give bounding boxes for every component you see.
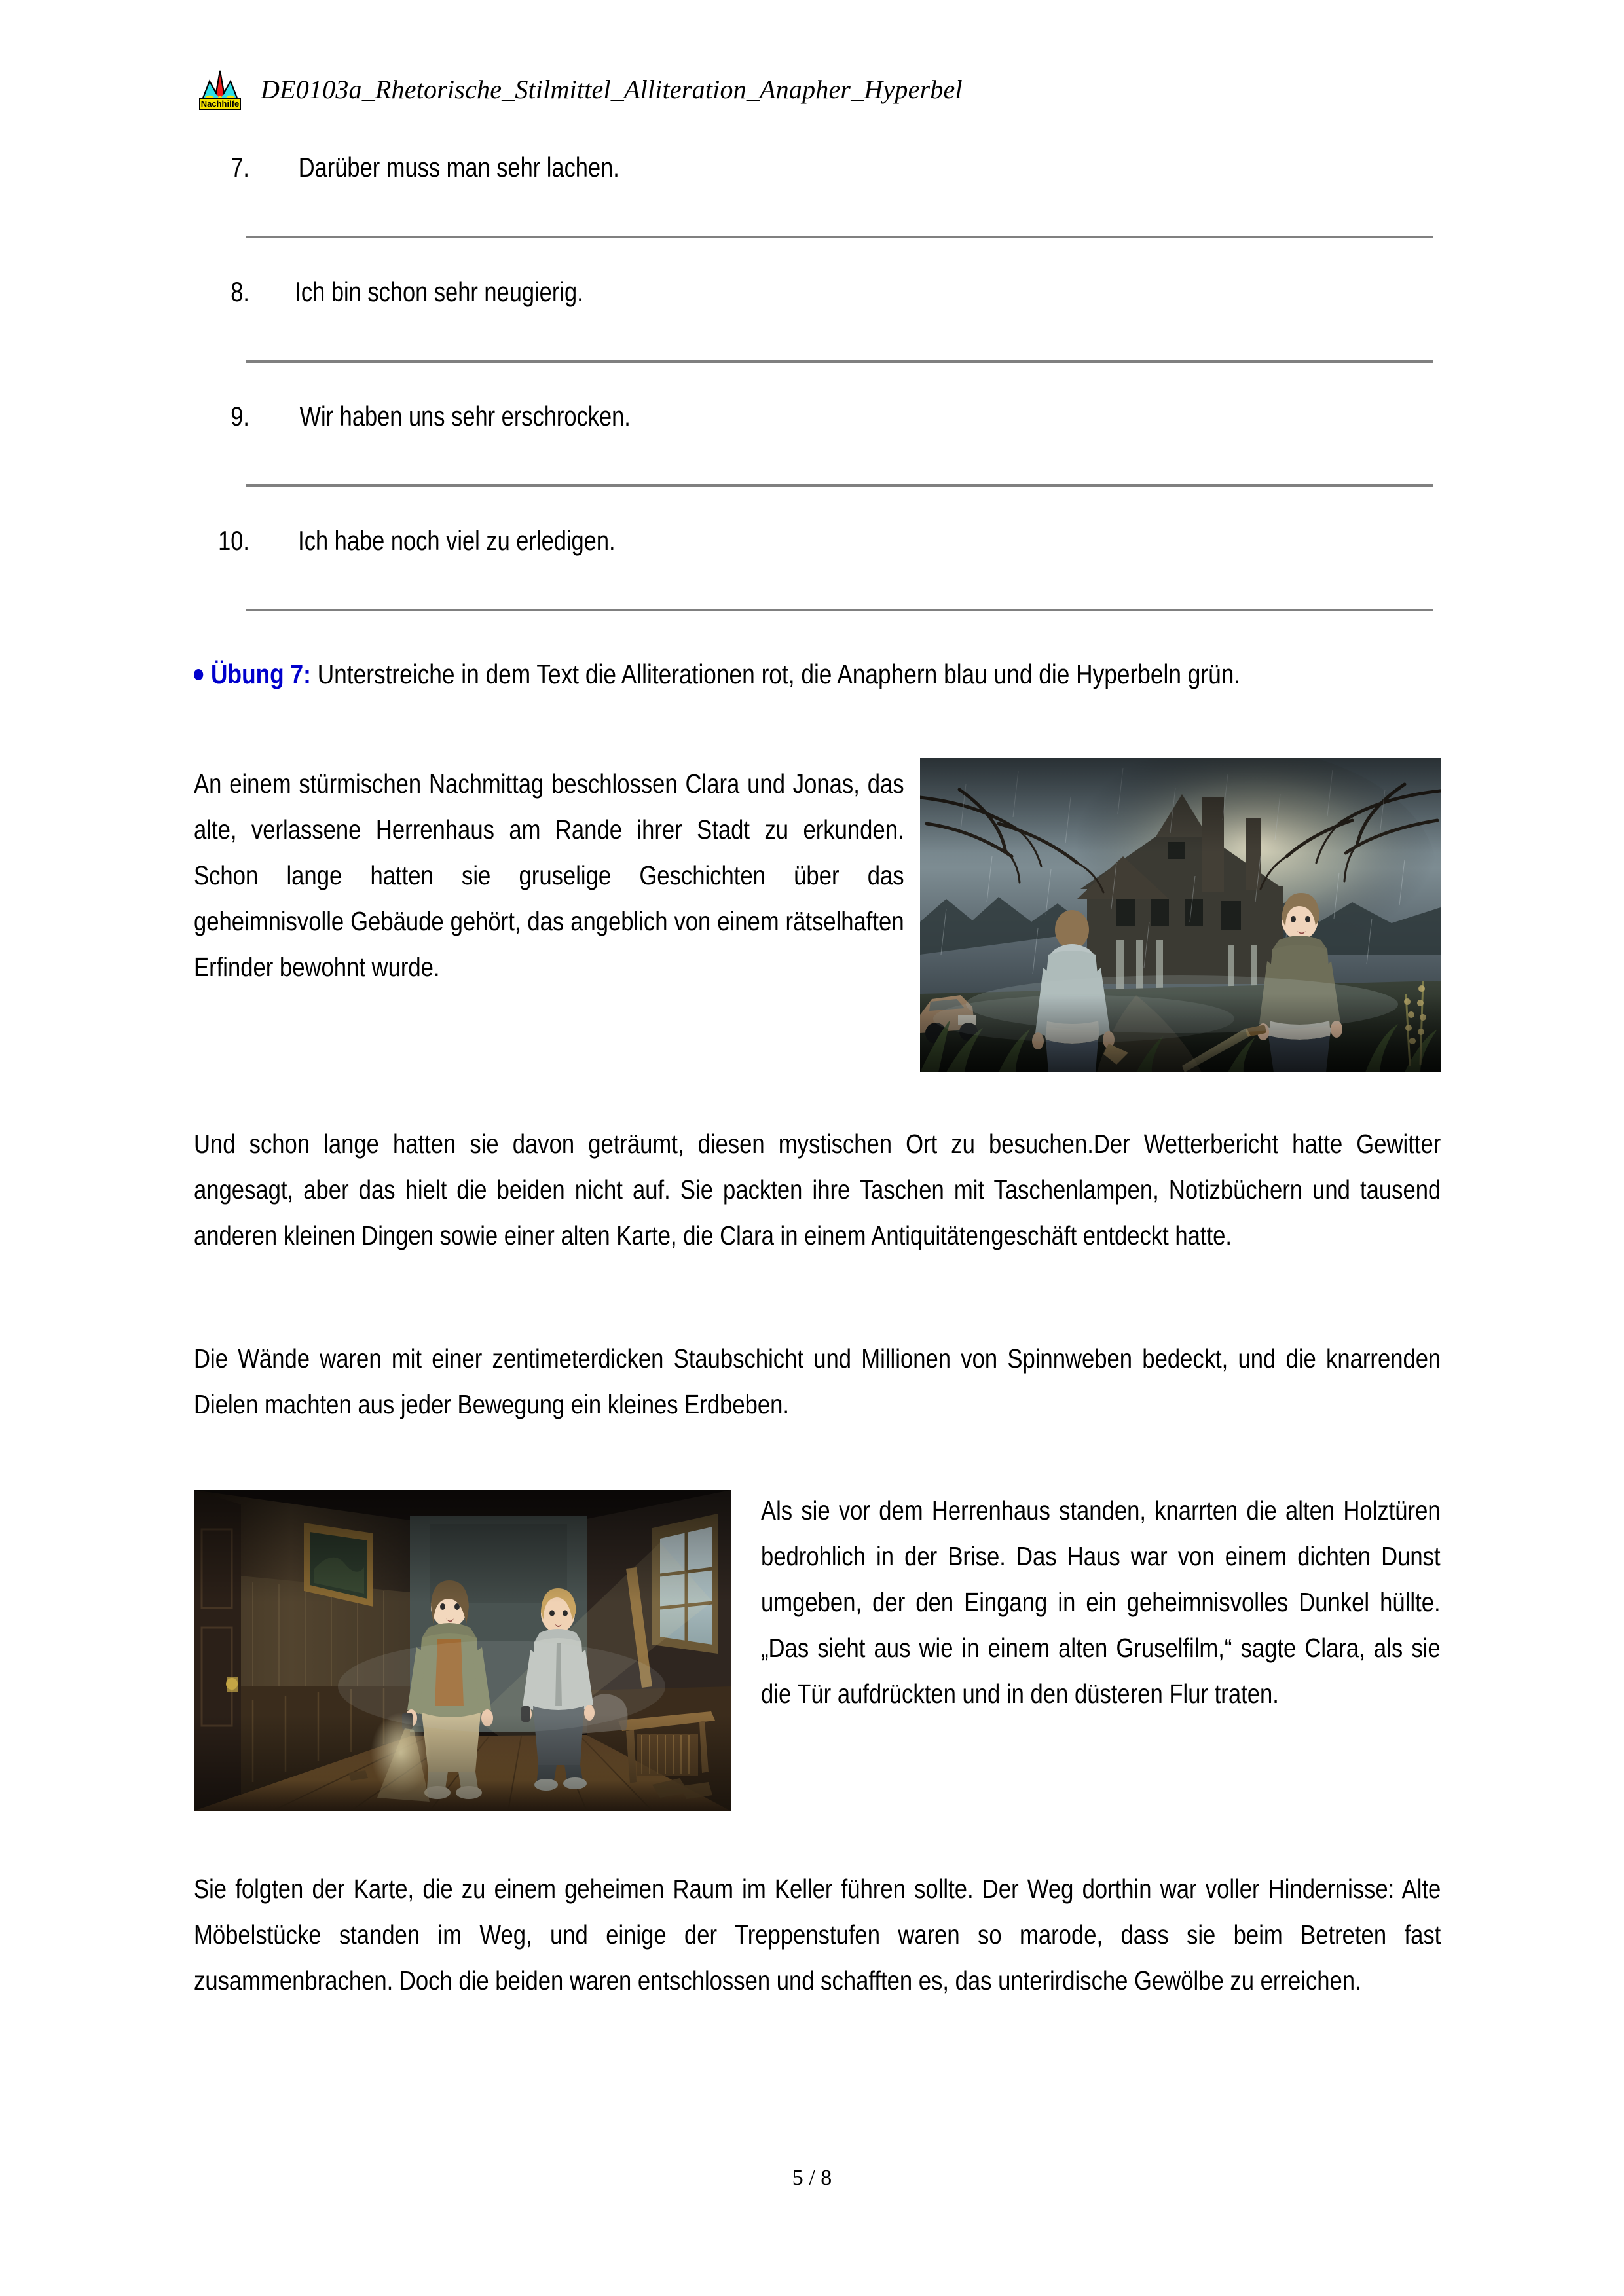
paragraph-text: Als sie vor dem Herrenhaus standen, knarrten die alten Holztüren bedrohlich in der Brise. Das Haus war von einem dichten Dunst umgeben, der den Eingang in ein geheimnisvolles Dunkel hüllte. „Das sieht aus wie in einem alten Gruselfilm,“ sagte Clara, als sie die Tür aufdrückten und in den düsteren Flur traten. xyxy=(761,1495,1441,1709)
illustration-dark-hallway xyxy=(194,1490,731,1811)
item-sentence: Ich bin schon sehr neugierig. xyxy=(295,276,583,307)
document-title: DE0103a_Rhetorische_Stilmittel_Alliteration_Anapher_Hyperbel xyxy=(261,74,963,104)
item-sentence: Ich habe noch viel zu erledigen. xyxy=(298,525,616,556)
page-number: 5 / 8 xyxy=(792,2166,832,2190)
answer-line[interactable] xyxy=(246,484,1433,487)
list-item xyxy=(194,401,1433,525)
exercise-item-list xyxy=(194,152,1433,649)
story-paragraph-1 xyxy=(194,761,904,990)
item-number: 9. xyxy=(231,401,249,431)
document-header xyxy=(196,63,1441,115)
list-item xyxy=(194,276,1433,401)
svg-text:Nachhilfe: Nachhilfe xyxy=(200,99,240,109)
paragraph-text: An einem stürmischen Nachmittag beschlossen Clara und Jonas, das alte, verlassene Herrenhaus am Rande ihrer Stadt zu erkunden. Schon lange hatten sie gruselige Geschichten über das geheimnisvolle Gebäude gehört, das angeblich von einem rätselhaften Erfinder bewohnt wurde. xyxy=(194,769,904,982)
list-item xyxy=(194,152,1433,276)
item-number: 7. xyxy=(231,152,249,183)
paragraph-text: Sie folgten der Karte, die zu einem geheimen Raum im Keller führen sollte. Der Weg dorthin war voller Hindernisse: Alte Möbelstücke standen im Weg, und einige der Treppenstufen waren so marode, dass sie beim Betreten fast zusammenbrachen. Doch die beiden waren entschlossen und schafften es, das unterirdische Gewölbe zu erreichen. xyxy=(194,1874,1441,1995)
story-paragraph-2 xyxy=(194,1121,1441,1258)
bullet-icon xyxy=(194,669,203,680)
exercise-label: Übung 7: xyxy=(211,659,311,689)
nachhilfe-logo-icon xyxy=(196,65,244,113)
paragraph-text: Und schon lange hatten sie davon geträumt, diesen mystischen Ort zu besuchen.Der Wetterbericht hatte Gewitter angesagt, aber das hielt die beiden nicht auf. Sie packten ihre Taschen mit Taschenlampen, Notizbüchern und tausend anderen kleinen Dingen sowie einer alten Karte, die Clara in einem Antiquitätengeschäft entdeckt hatte. xyxy=(194,1129,1441,1250)
item-number: 8. xyxy=(231,276,249,307)
story-paragraph-5 xyxy=(194,1866,1441,2003)
exercise-instruction: Unterstreiche in dem Text die Alliterationen rot, die Anaphern blau und die Hyperbeln grün. xyxy=(317,659,1241,689)
list-item xyxy=(194,525,1433,649)
exercise-heading xyxy=(194,655,1441,694)
answer-line[interactable] xyxy=(246,360,1433,363)
item-number: 10. xyxy=(218,525,249,556)
answer-line[interactable] xyxy=(246,609,1433,611)
illustration-haunted-mansion xyxy=(920,758,1441,1072)
item-sentence: Wir haben uns sehr erschrocken. xyxy=(299,401,631,431)
story-paragraph-3 xyxy=(194,1336,1441,1427)
answer-line[interactable] xyxy=(246,236,1433,238)
paragraph-text: Die Wände waren mit einer zentimeterdicken Staubschicht und Millionen von Spinnweben bedeckt, und die knarrenden Dielen machten aus jeder Bewegung ein kleines Erdbeben. xyxy=(194,1343,1441,1419)
story-paragraph-4 xyxy=(761,1487,1441,1717)
item-sentence: Darüber muss man sehr lachen. xyxy=(298,152,619,183)
